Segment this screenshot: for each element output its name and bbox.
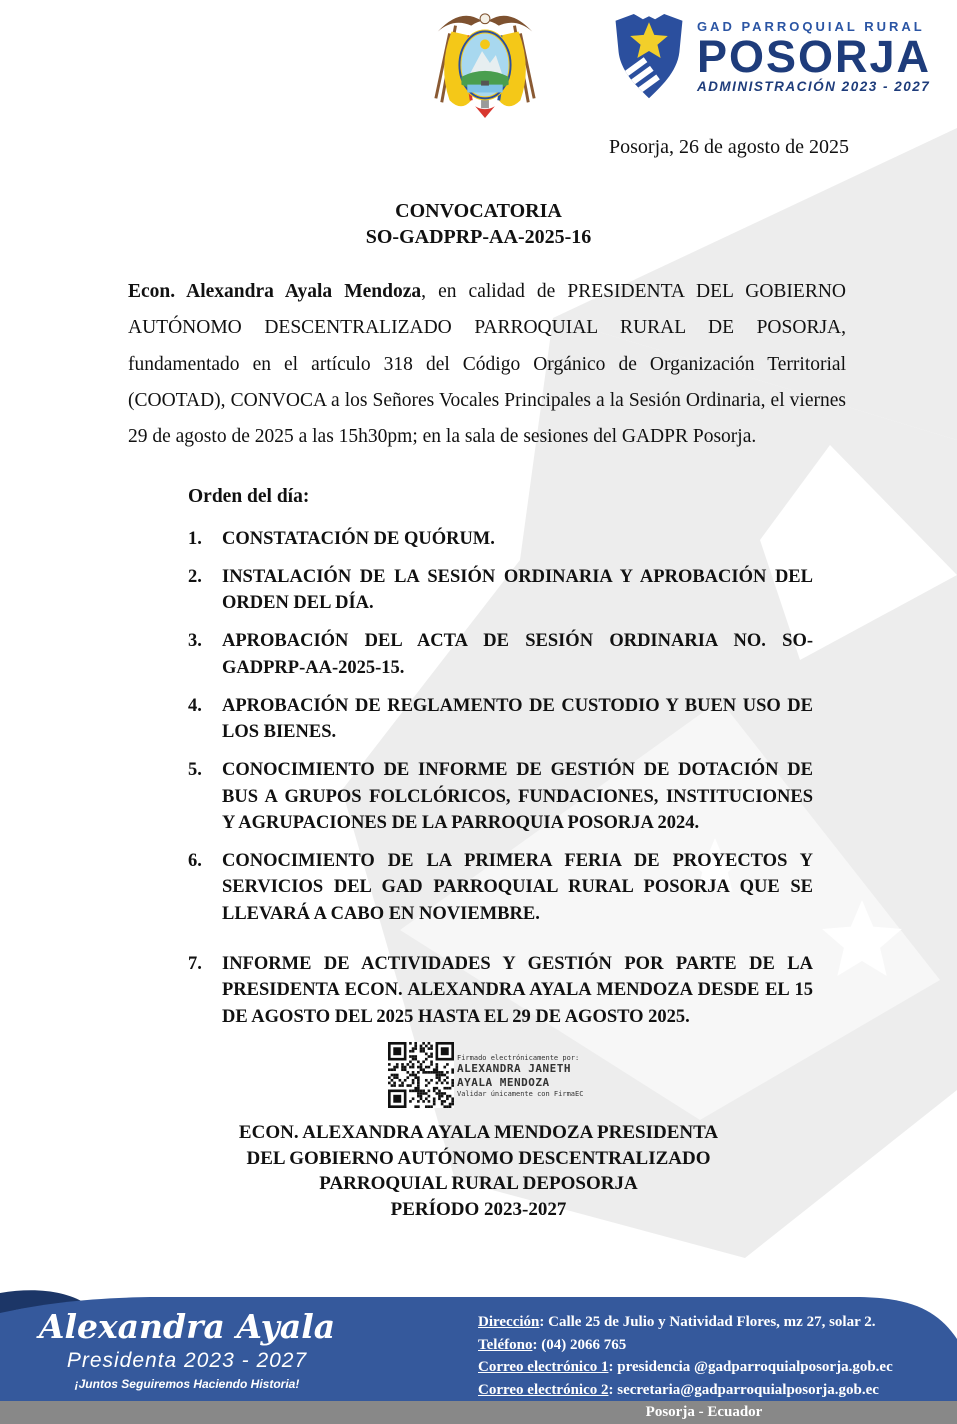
agenda-item-text: CONOCIMIENTO DE LA PRIMERA FERIA DE PROYECTOS Y SERVICIOS DEL GAD PARROQUIAL RURAL POSORJA QUE SE LLEVARÁ A CABO EN NOVIEMBRE.	[222, 851, 813, 924]
posorja-logo	[611, 10, 931, 103]
agenda-item	[188, 564, 813, 617]
letterhead	[0, 0, 957, 122]
ecuador-coat-of-arms-icon	[426, 4, 544, 120]
agenda-item-text: INFORME DE ACTIVIDADES Y GESTIÓN POR PARTE DE LA PRESIDENTA ECON. ALEXANDRA AYALA MENDOZA DESDE EL 15 DE AGOSTO DEL 2025 HASTA EL 29 DE AGOSTO 2025.	[222, 953, 813, 1027]
logo-name: POSORJA	[696, 30, 931, 82]
agenda-item-text: APROBACIÓN DE REGLAMENTO DE CUSTODIO Y BUEN USO DE LOS BIENES.	[222, 695, 813, 743]
contact-email-2-value: : secretaria@gadparroquialposorja.gob.ec	[608, 1381, 879, 1398]
agenda-list	[188, 526, 813, 1030]
contact-phone-label: Teléfono	[478, 1336, 533, 1353]
contact-email-2-label: Correo electrónico 2	[478, 1381, 609, 1398]
agenda-item	[188, 526, 813, 552]
contact-address-label: Dirección	[478, 1314, 540, 1330]
signature-line-4: PERÍODO 2023-2027	[390, 1199, 567, 1221]
agenda-heading: Orden del día:	[188, 485, 310, 507]
contact-phone	[478, 1334, 930, 1357]
footer-slogan: ¡Juntos Seguiremos Haciendo Historia!	[74, 1377, 300, 1392]
footer-contact-info	[478, 1311, 930, 1424]
signature-line-2: DEL GOBIERNO AUTÓNOMO DESCENTRALIZADO	[246, 1147, 711, 1169]
stamp-text	[457, 1042, 583, 1098]
agenda-item-number: 7.	[188, 953, 202, 974]
stamp-line-4: Validar únicamente con FirmaEC	[457, 1089, 584, 1098]
agenda-item-number: 5.	[188, 760, 202, 781]
signature-block	[0, 1120, 957, 1223]
agenda-item-number: 3.	[188, 631, 202, 652]
agenda-item-text: CONSTATACIÓN DE QUÓRUM.	[222, 528, 495, 549]
agenda-item-text: INSTALACIÓN DE LA SESIÓN ORDINARIA Y APROBACIÓN DEL ORDEN DEL DÍA.	[222, 566, 813, 614]
footer-president-role: Presidenta 2023 - 2027	[66, 1349, 308, 1373]
footer-signature	[22, 1309, 352, 1391]
agenda-item-text: APROBACIÓN DEL ACTA DE SESIÓN ORDINARIA NO. SO-GADPRP-AA-2025-15.	[222, 631, 813, 678]
title-line-1: CONVOCATORIA	[395, 200, 562, 222]
agenda-item	[188, 951, 813, 1030]
contact-phone-value: : (04) 2066 765	[532, 1336, 627, 1353]
qr-code	[388, 1042, 454, 1108]
contact-email-2	[478, 1379, 930, 1402]
signature-line-3: PARROQUIAL RURAL DEPOSORJA	[319, 1173, 638, 1195]
agenda-item-number: 4.	[188, 695, 202, 716]
contact-email-1-label: Correo electrónico 1	[478, 1359, 609, 1375]
signer-name: Econ. Alexandra Ayala Mendoza	[128, 281, 422, 303]
footer-president-name: Alexandra Ayala	[38, 1307, 336, 1346]
agenda-item-text: CONOCIMIENTO DE INFORME DE GESTIÓN DE DOTACIÓN DE BUS A GRUPOS FOLCLÓRICOS, FUNDACIONES, INSTITUCIONES Y AGRUPACIONES DE LA PARROQUIA POSORJA 2024.	[222, 760, 813, 833]
agenda-item-number: 2.	[188, 566, 202, 587]
document-title	[0, 199, 957, 250]
stamp-signer-name-1: ALEXANDRA JANETH	[457, 1062, 571, 1076]
footer-band	[0, 1281, 957, 1420]
date-line: Posorja, 26 de agosto de 2025	[609, 136, 849, 158]
contact-email-1-value: : presidencia @gadparroquialposorja.gob.ec	[608, 1359, 893, 1375]
agenda-item	[188, 848, 813, 927]
agenda-item	[188, 693, 813, 746]
electronic-signature-stamp	[388, 1042, 957, 1108]
body-paragraph	[128, 274, 846, 455]
agenda-item	[188, 757, 813, 836]
contact-address-value: : Calle 25 de Julio y Natividad Flores, mz 27, solar 2.	[539, 1314, 876, 1330]
agenda-item	[188, 628, 813, 681]
logo-subtitle: GAD PARROQUIAL RURAL	[696, 18, 925, 34]
body-text: , en calidad de PRESIDENTA DEL GOBIERNO AUTÓNOMO DESCENTRALIZADO PARROQUIAL RURAL DE POSORJA, fundamentado en el artículo 318 del Código Orgánico de Organización Territorial (COOTAD), CONVOCA a los Señores Vocales Principales a la Sesión Ordinaria, el viernes 29 de agosto de 2025 a las 15h30pm; en la sala de sesiones del GADPR Posorja.	[128, 281, 846, 448]
stamp-line-1: Firmado electrónicamente por:	[457, 1053, 580, 1062]
logo-administration: ADMINISTRACIÓN 2023 - 2027	[696, 79, 931, 95]
contact-address	[478, 1311, 930, 1334]
contact-location: Posorja - Ecuador	[645, 1404, 763, 1420]
posorja-shield-icon	[611, 10, 687, 103]
title-line-2: SO-GADPRP-AA-2025-16	[365, 225, 592, 248]
signature-line-1: ECON. ALEXANDRA AYALA MENDOZA PRESIDENTA	[238, 1121, 719, 1143]
agenda-item-number: 6.	[188, 851, 202, 872]
agenda-item-number: 1.	[188, 528, 202, 549]
stamp-signer-name-2: AYALA MENDOZA	[457, 1075, 550, 1089]
contact-email-1	[478, 1356, 930, 1379]
